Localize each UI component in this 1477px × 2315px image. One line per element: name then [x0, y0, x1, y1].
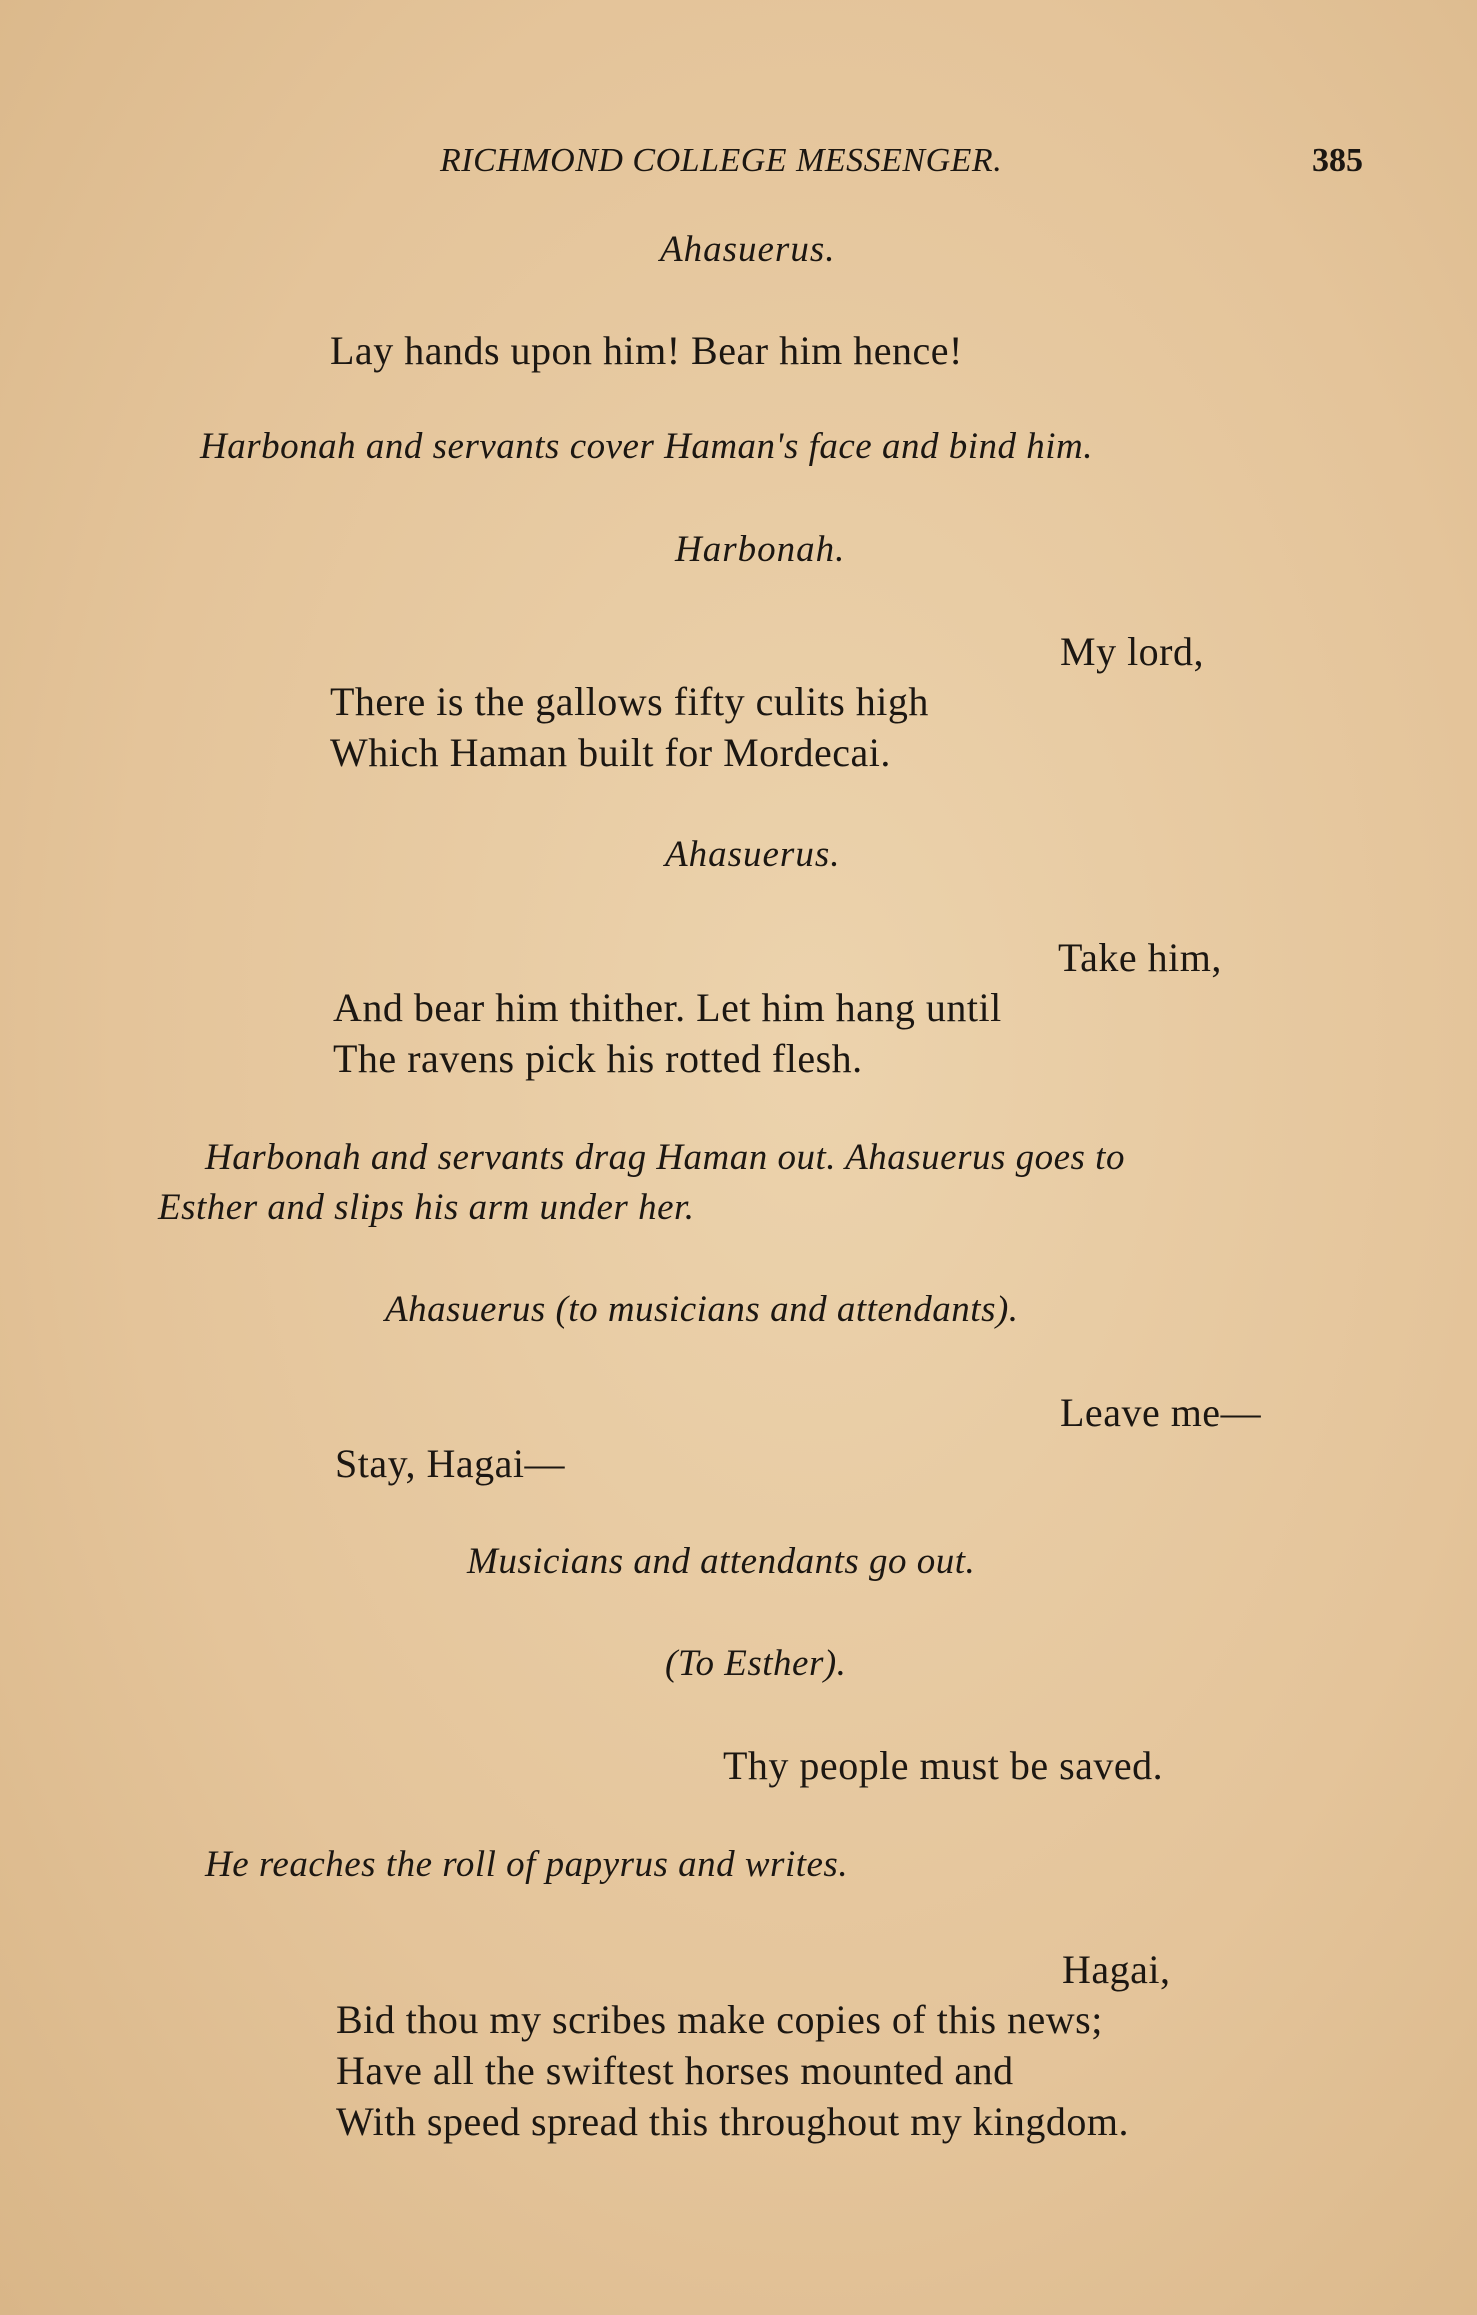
- speaker-name: Ahasuerus (to musicians and attendants).: [385, 1289, 1019, 1330]
- stage-direction: He reaches the roll of papyrus and writes.: [205, 1844, 849, 1885]
- speaker-name: Ahasuerus.: [665, 834, 841, 875]
- verse-line: Leave me—: [1060, 1390, 1262, 1435]
- verse-line: Lay hands upon him! Bear him hence!: [330, 328, 963, 373]
- verse-line: There is the gallows fifty culits high: [330, 679, 929, 724]
- verse-block: [336, 1994, 1129, 2147]
- verse-line: And bear him thither. Let him hang until: [333, 985, 1002, 1030]
- verse-line: With speed spread this throughout my kingdom.: [336, 2099, 1130, 2144]
- verse-line: Stay, Hagai—: [335, 1441, 566, 1486]
- verse-line: Which Haman built for Mordecai.: [330, 730, 891, 775]
- verse-line: Hagai,: [1062, 1947, 1171, 1992]
- stage-direction: Harbonah and servants cover Haman's face and bind him.: [200, 426, 1094, 467]
- verse-block: [330, 676, 929, 778]
- running-header: RICHMOND COLLEGE MESSENGER.: [440, 142, 1003, 179]
- page-number: 385: [1312, 142, 1363, 179]
- stage-direction: Esther and slips his arm under her.: [158, 1187, 695, 1228]
- verse-line: My lord,: [1060, 629, 1204, 674]
- verse-line: Take him,: [1058, 935, 1222, 980]
- verse-line: Thy people must be saved.: [723, 1743, 1164, 1788]
- stage-direction: (To Esther).: [665, 1643, 847, 1684]
- verse-line: The ravens pick his rotted flesh.: [333, 1036, 863, 1081]
- stage-direction: Musicians and attendants go out.: [467, 1541, 976, 1582]
- speaker-name: Harbonah.: [675, 529, 846, 570]
- verse-block: [333, 982, 1002, 1084]
- speaker-name: Ahasuerus.: [660, 229, 836, 270]
- stage-direction: Harbonah and servants drag Haman out. Ahasuerus goes to: [205, 1137, 1125, 1178]
- verse-line: Have all the swiftest horses mounted and: [336, 2048, 1014, 2093]
- verse-line: Bid thou my scribes make copies of this news;: [336, 1997, 1103, 2042]
